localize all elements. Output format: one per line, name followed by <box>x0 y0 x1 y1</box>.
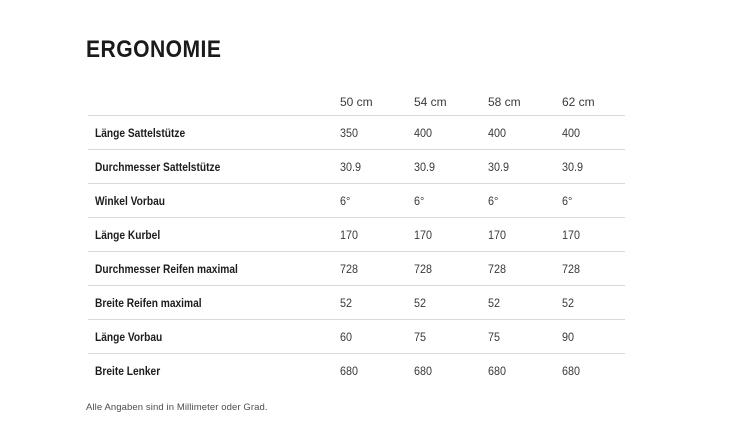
row-value: 400 <box>488 125 507 140</box>
column-header-54cm: 54 cm <box>414 94 447 109</box>
row-label: Länge Vorbau <box>95 329 163 344</box>
row-value: 728 <box>414 261 433 276</box>
table-row-seatpost-diameter <box>88 149 625 183</box>
row-label: Durchmesser Reifen maximal <box>95 261 238 276</box>
column-header-58cm: 58 cm <box>488 94 521 109</box>
table-header-row <box>88 88 625 115</box>
table-row-seatpost-length <box>88 115 625 149</box>
table-row-max-tire-width <box>88 285 625 319</box>
row-value: 680 <box>340 363 359 378</box>
row-value: 170 <box>340 227 359 242</box>
row-value: 52 <box>340 295 353 310</box>
row-value: 680 <box>562 363 581 378</box>
table-row-stem-length <box>88 319 625 353</box>
row-value: 6° <box>414 193 425 208</box>
row-label: Länge Kurbel <box>95 227 161 242</box>
page-title: ERGONOMIE <box>86 36 222 63</box>
table-row-handlebar-width <box>88 353 625 387</box>
row-value: 6° <box>488 193 499 208</box>
table-row-max-tire-diameter <box>88 251 625 285</box>
row-label: Durchmesser Sattelstütze <box>95 159 221 174</box>
row-value: 75 <box>488 329 501 344</box>
row-value: 170 <box>562 227 581 242</box>
row-value: 400 <box>414 125 433 140</box>
row-label: Länge Sattelstütze <box>95 125 186 140</box>
row-value: 30.9 <box>414 159 436 174</box>
row-value: 60 <box>340 329 353 344</box>
row-label: Winkel Vorbau <box>95 193 166 208</box>
ergonomics-spec-table <box>88 88 625 387</box>
row-label: Breite Lenker <box>95 363 161 378</box>
column-header-50cm: 50 cm <box>340 94 373 109</box>
table-row-crank-length <box>88 217 625 251</box>
row-label: Breite Reifen maximal <box>95 295 202 310</box>
row-value: 90 <box>562 329 575 344</box>
row-value: 30.9 <box>488 159 510 174</box>
row-value: 728 <box>488 261 507 276</box>
column-header-62cm: 62 cm <box>562 94 595 109</box>
units-footnote: Alle Angaben sind in Millimeter oder Grad. <box>86 402 268 413</box>
row-value: 400 <box>562 125 581 140</box>
row-value: 350 <box>340 125 359 140</box>
row-value: 6° <box>340 193 351 208</box>
row-value: 6° <box>562 193 573 208</box>
row-value: 52 <box>562 295 575 310</box>
row-value: 680 <box>414 363 433 378</box>
row-value: 170 <box>488 227 507 242</box>
row-value: 728 <box>562 261 581 276</box>
row-value: 680 <box>488 363 507 378</box>
row-value: 52 <box>414 295 427 310</box>
row-value: 728 <box>340 261 359 276</box>
table-row-stem-angle <box>88 183 625 217</box>
row-value: 30.9 <box>340 159 362 174</box>
row-value: 30.9 <box>562 159 584 174</box>
row-value: 75 <box>414 329 427 344</box>
row-value: 52 <box>488 295 501 310</box>
row-value: 170 <box>414 227 433 242</box>
